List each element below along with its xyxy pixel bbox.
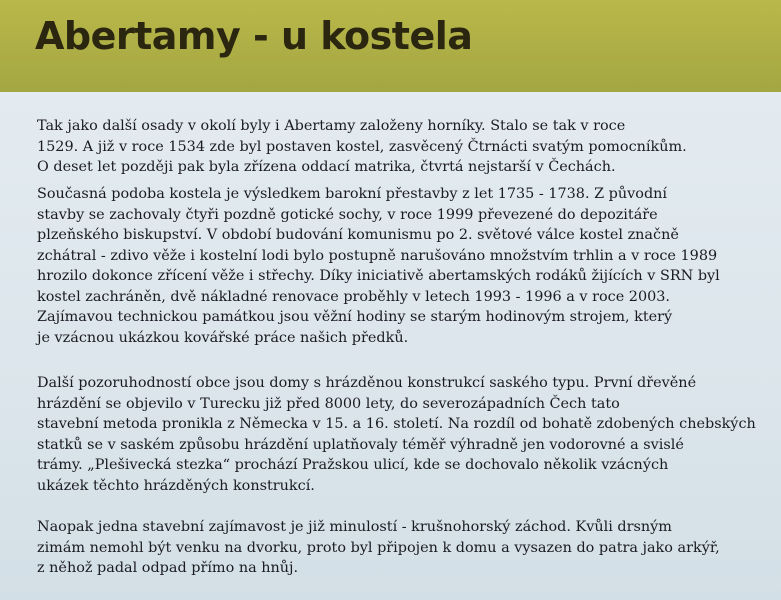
- text-line: Naopak jedna stavební zajímavost je již minulostí - krušnohorský záchod. Kvůli drsným: [37, 519, 672, 535]
- text-line: Zajímavou technickou památkou jsou věžní hodiny se starým hodinovým strojem, který: [37, 309, 673, 325]
- text-line: 1529. A již v roce 1534 zde byl postaven kostel, zasvěcený Čtrnácti svatým pomocníkům.: [37, 138, 687, 155]
- text-line: O deset let později pak byla zřízena oddací matrika, čtvrtá nejstarší v Čechách.: [37, 159, 616, 175]
- text-line: z něhož padal odpad přímo na hnůj.: [37, 560, 299, 576]
- paragraph-church: [37, 184, 720, 348]
- text-line: Současná podoba kostela je výsledkem barokní přestavby z let 1735 - 1738. Z původní: [37, 186, 668, 202]
- text-line: je vzácnou ukázkou kovářské práce našich předků.: [37, 329, 409, 346]
- text-line: zchátral - zdivo věže i kostelní lodi bylo postupně narušováno množstvím trhlin a v roce 1989: [37, 247, 718, 264]
- text-line: zimám nemohl být venku na dvorku, proto byl připojen k domu a vysazen do patra jako arkýř,: [37, 539, 720, 556]
- text-line: hrázdění se objevilo v Turecku již před 8000 lety, do severozápadních Čech tato: [37, 395, 620, 412]
- text-line: ukázek těchto hrázděných konstrukcí.: [37, 477, 315, 494]
- text-line: kostel zachráněn, dvě nákladné renovace proběhly v letech 1993 - 1996 a v roce 2003.: [37, 288, 670, 305]
- text-line: statků se v saském způsobu hrázdění uplatňovaly téměř výhradně jen vodorovné a svislé: [37, 436, 684, 453]
- text-line: Další pozoruhodností obce jsou domy s hrázděnou konstrukcí saského typu. První dřevěné: [37, 375, 697, 391]
- title-banner: [0, 0, 781, 92]
- text-line: stavby se zachovaly čtyři pozdně gotické sochy, v roce 1999 převezené do depozitáře: [37, 206, 658, 223]
- paragraph-history: [37, 116, 687, 178]
- text-line: stavební metoda pronikla z Německa v 15. a 16. století. Na rozdíl od bohatě zdobených chebských: [37, 416, 756, 432]
- text-line: hrozilo dokonce zřícení věže i střechy. Díky iniciativě abertamských rodáků žijících v SRN byl: [37, 268, 720, 284]
- paragraph-toilet: [37, 517, 720, 579]
- paragraph-half-timbered-houses: [37, 373, 756, 496]
- text-line: trámy. „Plešivecká stezka“ prochází Pražskou ulicí, kde se dochovalo několik vzácných: [37, 457, 669, 473]
- text-line: Tak jako další osady v okolí byly i Abertamy založeny horníky. Stalo se tak v roce: [37, 118, 626, 134]
- text-line: plzeňského biskupství. V období budování komunismu po 2. světové válce kostel značně: [37, 227, 679, 243]
- sign-title: Abertamy - u kostela: [35, 14, 473, 58]
